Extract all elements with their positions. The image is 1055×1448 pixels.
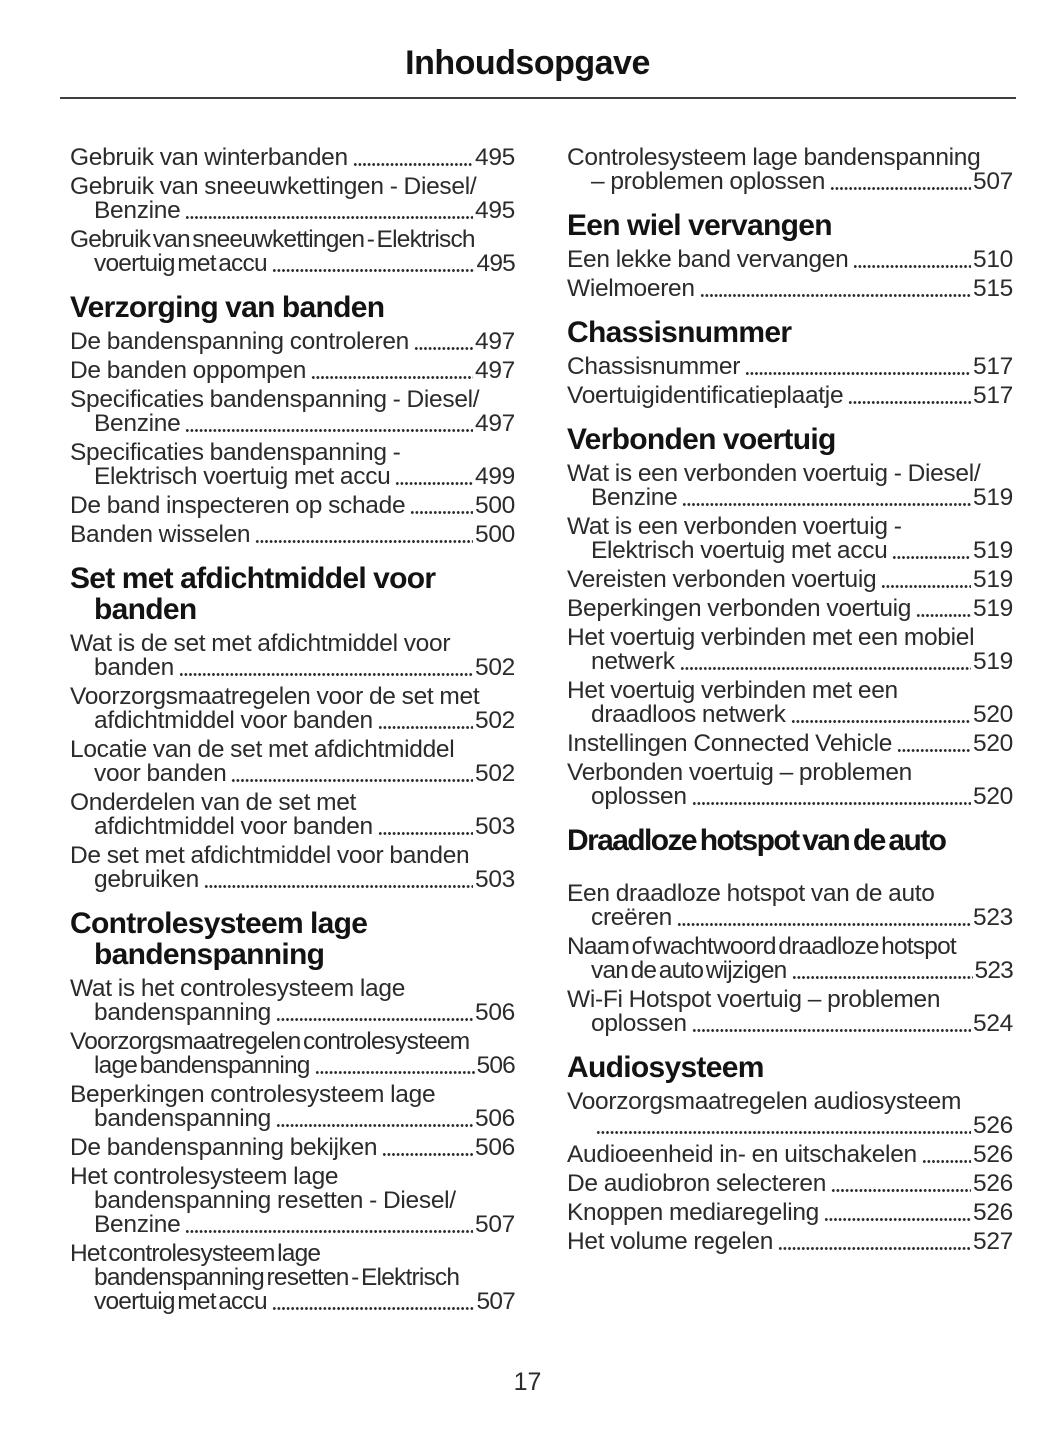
section-heading-line: Audiosysteem: [567, 1051, 764, 1084]
dot-leader: [853, 264, 971, 269]
entry-page-number: 517: [973, 382, 1013, 409]
toc-column-right: [567, 146, 1013, 1259]
entry-title: Benzine: [94, 410, 181, 437]
dot-leader: [311, 375, 473, 380]
entry-last-line: [70, 359, 515, 383]
entry-last-line: [70, 330, 515, 354]
entry-last-line: [70, 523, 515, 547]
entry-title: – problemen oplossen: [591, 168, 826, 195]
toc-entry: [70, 330, 515, 354]
section-heading-line: Chassisnummer: [567, 316, 792, 349]
dot-leader: [276, 1123, 473, 1128]
toc-entry: [567, 732, 1013, 756]
entry-last-line: [70, 494, 515, 518]
entry-title: gebruiken: [94, 866, 199, 893]
entry-last-line: [70, 709, 515, 733]
dot-leader: [680, 666, 971, 671]
dot-leader: [831, 1188, 971, 1193]
dot-leader: [700, 293, 971, 298]
entry-page-number: 515: [973, 275, 1013, 302]
entry-page-number: 526: [973, 1112, 1013, 1139]
toc-entry: [70, 175, 515, 223]
entry-title: Banden wisselen: [70, 521, 251, 548]
entry-title: Een lekke band vervangen: [567, 246, 849, 273]
toc-entry: [70, 685, 515, 733]
entry-text-line: Het voertuig verbinden met een mobiel: [567, 624, 975, 651]
toc-entry: [70, 977, 515, 1025]
dot-leader: [596, 1130, 971, 1135]
entry-page-number: 520: [973, 783, 1013, 810]
section-heading-line: Draadloze hotspot van de auto: [567, 824, 946, 857]
toc-entry: [70, 359, 515, 383]
entry-last-line: [70, 465, 515, 489]
dot-leader: [692, 1028, 971, 1033]
toc-entry: [70, 1136, 515, 1160]
entry-page-number: 506: [475, 1134, 515, 1161]
entry-page-number: 519: [973, 537, 1013, 564]
entry-title: voertuig met accu: [94, 250, 267, 277]
entry-last-line: [567, 906, 1013, 930]
dot-leader: [353, 162, 473, 167]
entry-last-line: [70, 1213, 515, 1237]
entry-text-line: Wat is een verbonden voertuig -: [567, 513, 902, 540]
entry-last-line: [70, 1136, 515, 1160]
dot-leader: [272, 268, 475, 273]
dot-leader: [881, 584, 971, 589]
entry-title: De bandenspanning controleren: [70, 328, 410, 355]
entry-text-line: Het voertuig verbinden met een: [567, 677, 898, 704]
toc-entry: [70, 228, 515, 276]
entry-text-line: Gebruik van sneeuwkettingen - Elektrisch: [70, 226, 475, 253]
toc-entry: [567, 1201, 1013, 1225]
toc-entry: [567, 679, 1013, 727]
entry-text-line: Het controlesysteem lage: [70, 1240, 321, 1267]
entry-page-number: 519: [973, 595, 1013, 622]
entry-page-number: 503: [475, 866, 515, 893]
dot-leader: [824, 1217, 971, 1222]
entry-page-number: 495: [476, 250, 515, 277]
entry-last-line: [567, 248, 1013, 272]
entry-page-number: 497: [475, 410, 515, 437]
entry-title: De band inspecteren op schade: [70, 492, 406, 519]
entry-last-line: [567, 170, 1013, 194]
section-heading-line: Verbonden voertuig: [567, 423, 836, 456]
dot-leader: [255, 539, 473, 544]
toc-entry: [567, 1090, 1013, 1138]
dot-leader: [692, 801, 971, 806]
section-heading: [70, 908, 515, 970]
entry-text-line: Wat is het controlesysteem lage: [70, 975, 406, 1002]
dot-leader: [682, 502, 971, 507]
toc-entry: [70, 494, 515, 518]
entry-last-line: [567, 1230, 1013, 1254]
entry-page-number: 517: [973, 353, 1013, 380]
entry-last-line: [70, 1001, 515, 1025]
dot-leader: [791, 719, 971, 724]
entry-page-number: 500: [475, 521, 515, 548]
entry-last-line: [567, 597, 1013, 621]
entry-title: De audiobron selecteren: [567, 1170, 827, 1197]
entry-last-line: [567, 486, 1013, 510]
entry-page-number: 506: [475, 999, 515, 1026]
dot-leader: [410, 510, 473, 515]
entry-text-line: bandenspanning resetten - Diesel/: [94, 1187, 456, 1214]
dot-leader: [179, 672, 473, 677]
dot-leader: [395, 481, 473, 486]
entry-last-line: [567, 1201, 1013, 1225]
toc-entry: [70, 1165, 515, 1237]
entry-title: Knoppen mediaregeling: [567, 1199, 820, 1226]
entry-title: Wielmoeren: [567, 275, 695, 302]
entry-page-number: 507: [973, 168, 1013, 195]
entry-last-line: [567, 703, 1013, 727]
entry-text-line: Wat is de set met afdichtmiddel voor: [70, 630, 451, 657]
entry-text-line: Voorzorgsmaatregelen audiosysteem: [567, 1088, 962, 1115]
entry-page-number: 502: [475, 707, 515, 734]
section-heading: [567, 1052, 1013, 1083]
entry-page-number: 526: [973, 1141, 1013, 1168]
dot-leader: [185, 215, 473, 220]
entry-title: draadloos netwerk: [591, 701, 786, 728]
entry-title: afdichtmiddel voor banden: [94, 813, 373, 840]
entry-text-line: Gebruik van sneeuwkettingen - Diesel/: [70, 173, 477, 200]
entry-text-line: Controlesysteem lage bandenspanning: [567, 144, 981, 171]
entry-text-line: Voorzorgsmaatregelen controlesysteem: [70, 1028, 470, 1055]
entry-title: afdichtmiddel voor banden: [94, 707, 373, 734]
dot-leader: [185, 428, 473, 433]
entry-text-line: Specificaties bandenspanning -: [70, 439, 401, 466]
entry-last-line: [70, 762, 515, 786]
toc-entry: [567, 146, 1013, 194]
dot-leader: [778, 1246, 971, 1251]
entry-last-line: [567, 1114, 1013, 1138]
entry-title: Benzine: [591, 484, 678, 511]
entry-page-number: 506: [476, 1052, 515, 1079]
entry-last-line: [567, 277, 1013, 301]
entry-page-number: 503: [475, 813, 515, 840]
entry-last-line: [567, 785, 1013, 809]
entry-title: Beperkingen verbonden voertuig: [567, 595, 912, 622]
entry-page-number: 499: [475, 463, 515, 490]
entry-title: Chassisnummer: [567, 353, 741, 380]
toc-entry: [567, 568, 1013, 592]
entry-title: voertuig met accu: [94, 1288, 267, 1315]
entry-text-line: Voorzorgsmaatregelen voor de set met: [70, 683, 480, 710]
toc-entry: [567, 882, 1013, 930]
entry-page-number: 506: [475, 1105, 515, 1132]
entry-title: bandenspanning: [94, 1105, 272, 1132]
entry-title: bandenspanning: [94, 999, 272, 1026]
entry-text-line: Wat is een verbonden voertuig - Diesel/: [567, 460, 981, 487]
toc-entry: [70, 738, 515, 786]
entry-page-number: 520: [973, 701, 1013, 728]
entry-last-line: [567, 568, 1013, 592]
entry-title: Elektrisch voertuig met accu: [94, 463, 391, 490]
entry-page-number: 502: [475, 654, 515, 681]
toc-entry: [70, 1030, 515, 1078]
entry-last-line: [70, 1107, 515, 1131]
entry-text-line: Specificaties bandenspanning - Diesel/: [70, 386, 480, 413]
toc-entry: [70, 1083, 515, 1131]
toc-entry: [70, 388, 515, 436]
entry-last-line: [567, 959, 1013, 983]
dot-leader: [382, 1152, 473, 1157]
entry-title: Audioeenheid in- en uitschakelen: [567, 1141, 917, 1168]
entry-title: Vereisten verbonden voertuig: [567, 566, 877, 593]
entry-page-number: 502: [475, 760, 515, 787]
section-heading-line: banden: [94, 593, 197, 626]
dot-leader: [792, 975, 973, 980]
entry-last-line: [70, 1290, 515, 1314]
entry-page-number: 520: [973, 730, 1013, 757]
entry-page-number: 497: [475, 328, 515, 355]
toc-entry: [70, 632, 515, 680]
entry-last-line: [70, 1054, 515, 1078]
toc-entry: [567, 515, 1013, 563]
dot-leader: [378, 725, 473, 730]
entry-text-line: bandenspanning resetten - Elektrisch: [94, 1264, 460, 1291]
entry-title: Elektrisch voertuig met accu: [591, 537, 888, 564]
toc-entry: [567, 1143, 1013, 1167]
toc-entry: [567, 1172, 1013, 1196]
toc-entry: [567, 1230, 1013, 1254]
toc-entry: [567, 597, 1013, 621]
toc-entry: [567, 761, 1013, 809]
dot-leader: [916, 613, 971, 618]
toc-entry: [567, 355, 1013, 379]
entry-page-number: 507: [475, 1211, 515, 1238]
toc-entry: [70, 441, 515, 489]
entry-last-line: [70, 146, 515, 170]
section-heading-line: Controlesysteem lage: [70, 907, 368, 940]
section-heading: [567, 424, 1013, 455]
entry-page-number: 510: [973, 246, 1013, 273]
entry-text-line: Beperkingen controlesysteem lage: [70, 1081, 436, 1108]
entry-page-number: 519: [973, 648, 1013, 675]
entry-last-line: [567, 1012, 1013, 1036]
entry-title: banden: [94, 654, 174, 681]
entry-title: netwerk: [591, 648, 675, 675]
dot-leader: [315, 1070, 475, 1075]
toc-entry: [70, 1242, 515, 1314]
entry-title: voor banden: [94, 760, 227, 787]
entry-text-line: De set met afdichtmiddel voor banden: [70, 842, 470, 869]
toc-entry: [70, 146, 515, 170]
dot-leader: [231, 778, 473, 783]
dot-leader: [272, 1306, 475, 1311]
entry-text-line: Naam of wachtwoord draadloze hotspot: [567, 933, 956, 960]
entry-page-number: 526: [973, 1170, 1013, 1197]
entry-last-line: [567, 732, 1013, 756]
entry-page-number: 519: [973, 484, 1013, 511]
dot-leader: [276, 1017, 473, 1022]
dot-leader: [185, 1229, 473, 1234]
dot-leader: [745, 371, 971, 376]
toc-entry: [70, 791, 515, 839]
entry-title: Gebruik van winterbanden: [70, 144, 348, 171]
entry-title: De banden oppompen: [70, 357, 307, 384]
dot-leader: [677, 922, 971, 927]
toc-entry: [567, 935, 1013, 983]
toc-entry: [567, 384, 1013, 408]
entry-last-line: [567, 1143, 1013, 1167]
entry-title: oplossen: [591, 1010, 687, 1037]
entry-text-line: Verbonden voertuig – problemen: [567, 759, 913, 786]
dot-leader: [848, 400, 971, 405]
section-heading: [70, 563, 515, 625]
entry-last-line: [70, 199, 515, 223]
dot-leader: [830, 186, 971, 191]
entry-page-number: 523: [974, 957, 1013, 984]
entry-page-number: 507: [476, 1288, 515, 1315]
entry-page-number: 519: [973, 566, 1013, 593]
dot-leader: [892, 555, 971, 560]
entry-last-line: [70, 656, 515, 680]
entry-last-line: [70, 868, 515, 892]
entry-page-number: 500: [475, 492, 515, 519]
page-number-footer: 17: [513, 1368, 542, 1396]
toc-entry: [567, 277, 1013, 301]
entry-page-number: 523: [973, 904, 1013, 931]
entry-page-number: 526: [973, 1199, 1013, 1226]
section-heading: [567, 317, 1013, 348]
entry-text-line: Het controlesysteem lage: [70, 1163, 339, 1190]
entry-title: Voertuigidentificatieplaatje: [567, 382, 844, 409]
entry-last-line: [567, 355, 1013, 379]
dot-leader: [897, 748, 971, 753]
entry-title: Het volume regelen: [567, 1228, 774, 1255]
section-heading-line: bandenspanning: [94, 938, 325, 971]
entry-last-line: [70, 252, 515, 276]
toc-entry: [567, 462, 1013, 510]
entry-title: lage bandenspanning: [94, 1052, 310, 1079]
toc-entry: [70, 523, 515, 547]
dot-leader: [414, 346, 473, 351]
entry-page-number: 497: [475, 357, 515, 384]
entry-last-line: [567, 1172, 1013, 1196]
entry-last-line: [567, 539, 1013, 563]
entry-title: van de auto wijzigen: [591, 957, 787, 984]
page-title: Inhoudsopgave: [405, 44, 650, 82]
entry-page-number: 495: [475, 197, 515, 224]
entry-title: creëren: [591, 904, 672, 931]
entry-page-number: 524: [973, 1010, 1013, 1037]
section-heading: [70, 292, 515, 323]
dot-leader: [378, 831, 473, 836]
entry-last-line: [70, 815, 515, 839]
entry-page-number: 495: [475, 144, 515, 171]
entry-last-line: [567, 384, 1013, 408]
toc-entry: [70, 844, 515, 892]
dot-leader: [922, 1159, 971, 1164]
section-heading: [567, 210, 1013, 241]
entry-title: Instellingen Connected Vehicle: [567, 730, 893, 757]
toc-entry: [567, 626, 1013, 674]
entry-title: oplossen: [591, 783, 687, 810]
section-heading-line: Verzorging van banden: [70, 291, 385, 324]
entry-title: Benzine: [94, 1211, 181, 1238]
toc-entry: [567, 988, 1013, 1036]
toc-entry: [567, 248, 1013, 272]
entry-last-line: [70, 412, 515, 436]
section-heading: [567, 825, 1013, 856]
entry-text-line: Locatie van de set met afdichtmiddel: [70, 736, 455, 763]
entry-text-line: Een draadloze hotspot van de auto: [567, 880, 935, 907]
entry-title: De bandenspanning bekijken: [70, 1134, 378, 1161]
title-divider-rule: [60, 97, 1016, 99]
entry-text-line: Wi-Fi Hotspot voertuig – problemen: [567, 986, 941, 1013]
entry-last-line: [567, 650, 1013, 674]
entry-text-line: Onderdelen van de set met: [70, 789, 357, 816]
dot-leader: [204, 884, 473, 889]
entry-page-number: 527: [973, 1228, 1013, 1255]
section-heading-line: Set met afdichtmiddel voor: [70, 562, 436, 595]
section-heading-line: Een wiel vervangen: [567, 209, 832, 242]
entry-title: Benzine: [94, 197, 181, 224]
toc-column-left: [70, 146, 515, 1319]
